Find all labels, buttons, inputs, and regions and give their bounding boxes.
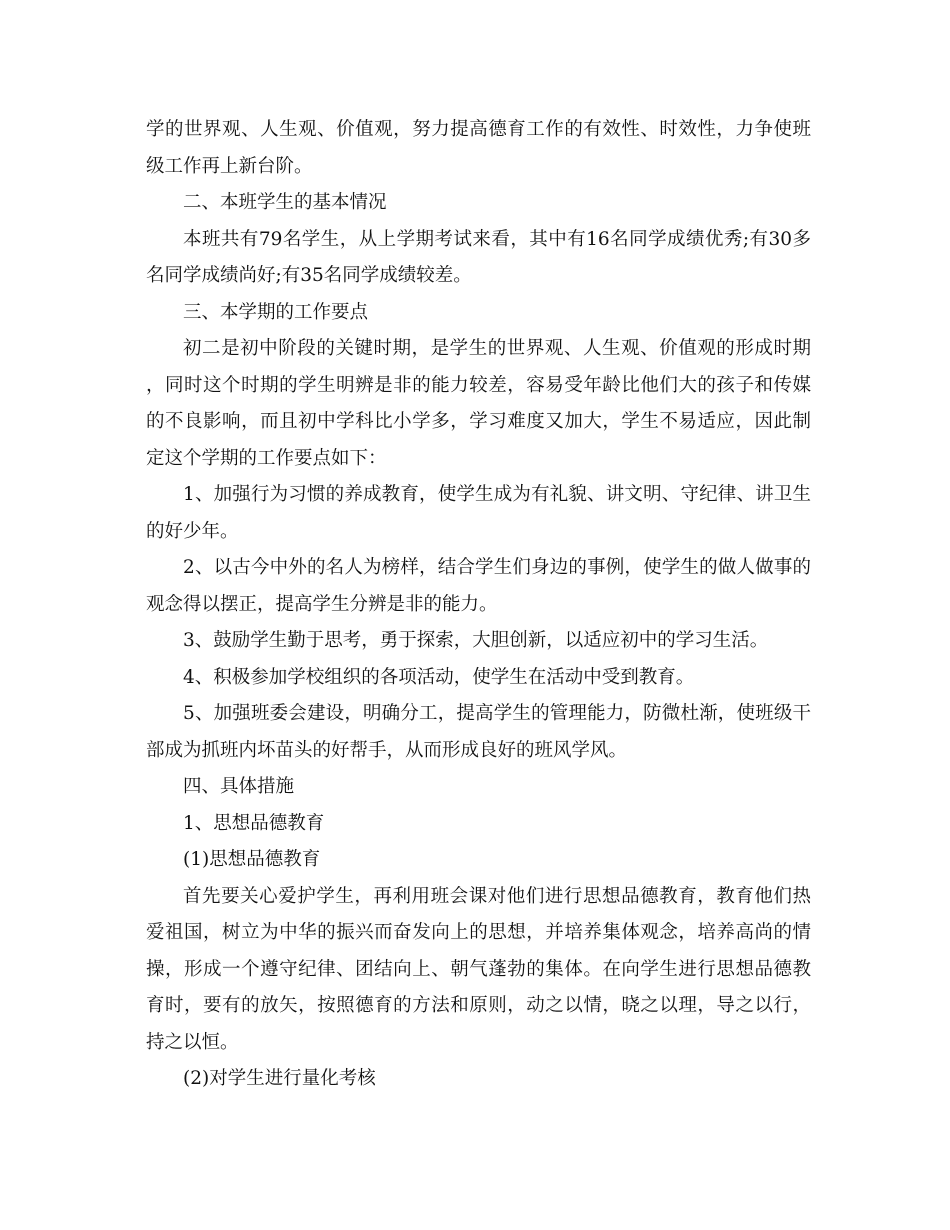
paragraph-continuation: 学的世界观、人生观、价值观，努力提高德育工作的有效性、时效性，力争使班级工作再上新台阶。 xyxy=(146,119,811,177)
section-heading-measures: 四、具体措施 xyxy=(183,776,295,797)
list-item-point-1: 1、加强行为习惯的养成教育，使学生成为有礼貌、讲文明、守纪律、讲卫生的好少年。 xyxy=(146,484,811,542)
list-item-point-4: 4、积极参加学校组织的各项活动，使学生在活动中受到教育。 xyxy=(183,666,695,688)
paragraph-class-situation: 本班共有79名学生，从上学期考试来看，其中有16名同学成绩优秀;有30多名同学成绩尚好;有35名同学成绩较差。 xyxy=(146,228,811,286)
subheading-moral-education: 1、思想品德教育 xyxy=(183,812,325,834)
list-item-point-5: 5、加强班委会建设，明确分工，提高学生的管理能力，防微杜渐，使班级干部成为抓班内坏苗头的好帮手，从而形成良好的班风学风。 xyxy=(146,703,811,761)
document-body xyxy=(146,112,811,1098)
paragraph-work-points-intro: 初二是初中阶段的关键时期，是学生的世界观、人生观、价值观的形成时期，同时这个时期的学生明辨是非的能力较差，容易受年龄比他们大的孩子和传媒的不良影响，而且初中学科比小学多，学习难度又加大，学生不易适应，因此制定这个学期的工作要点如下： xyxy=(146,338,811,469)
list-item-point-2: 2、以古今中外的名人为榜样，结合学生们身边的事例，使学生的做人做事的观念得以摆正，提高学生分辨是非的能力。 xyxy=(146,557,811,615)
section-heading-work-points: 三、本学期的工作要点 xyxy=(183,301,369,323)
paragraph-moral-education: 首先要关心爱护学生，再利用班会课对他们进行思想品德教育，教育他们热爱祖国，树立为中华的振兴而奋发向上的思想，并培养集体观念，培养高尚的情操，形成一个遵守纪律、团结向上、朝气蓬勃的集体。在向学生进行思想品德教育时，要有的放矢，按照德育的方法和原则，动之以情，晓之以理，导之以行，持之以恒。 xyxy=(146,885,811,1053)
section-heading-class-situation: 二、本班学生的基本情况 xyxy=(183,192,387,213)
list-item-point-3: 3、鼓励学生勤于思考，勇于探索，大胆创新，以适应初中的学习生活。 xyxy=(183,630,769,651)
subheading-quantitative-assessment: (2)对学生进行量化考核 xyxy=(183,1068,376,1089)
subheading-moral-education-1: (1)思想品德教育 xyxy=(183,849,321,870)
